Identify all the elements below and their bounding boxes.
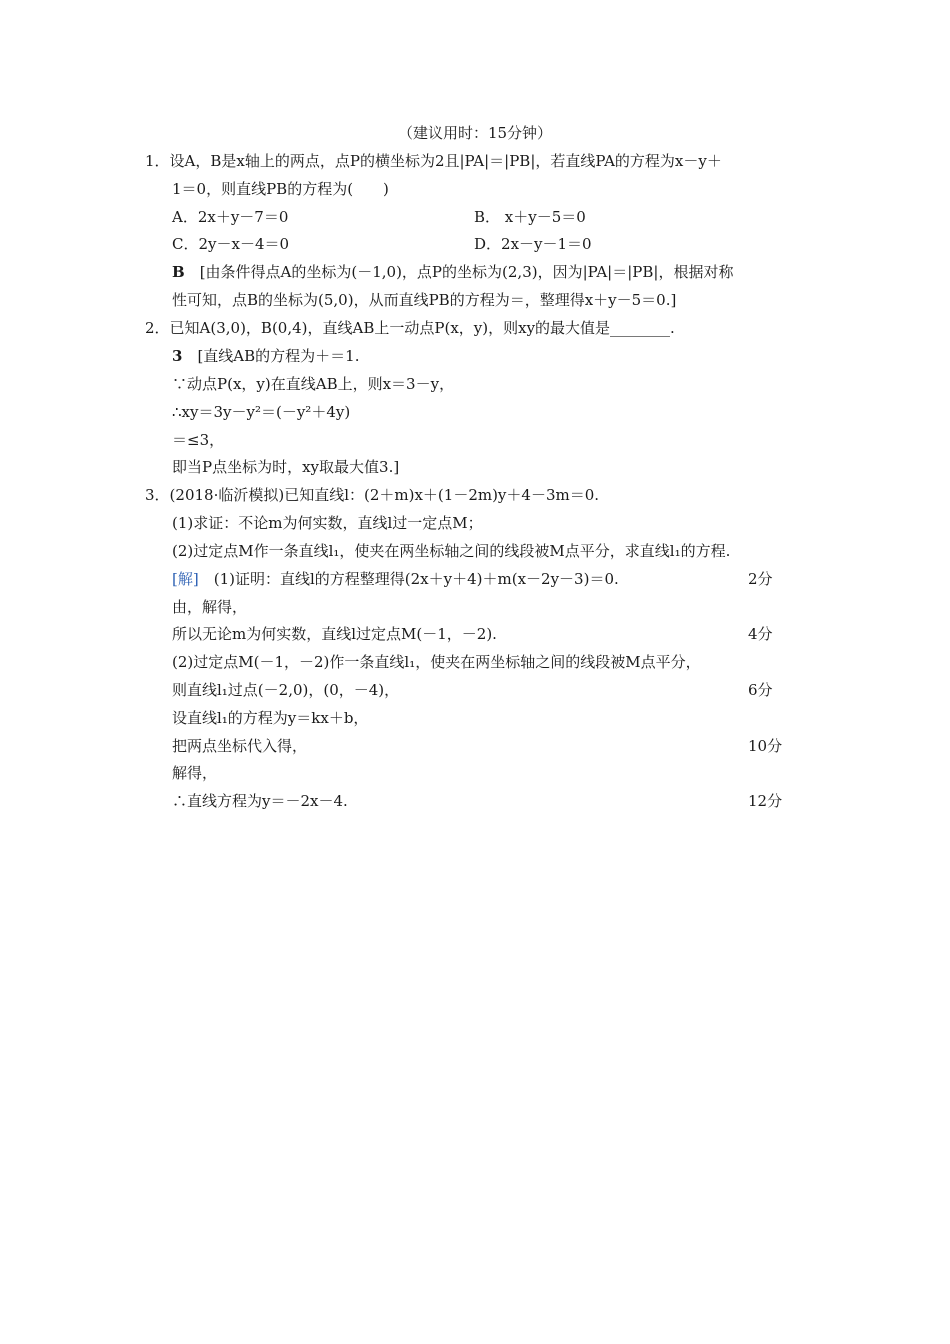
q2-answer-number: 3 xyxy=(172,347,183,365)
time-header: （建议用时：15分钟） xyxy=(397,124,553,142)
q1-stem-line2: 1＝0，则直线PB的方程为( ) xyxy=(172,180,389,198)
q3-stem-line3: (2)过定点M作一条直线l₁，使夹在两坐标轴之间的线段被M点平分，求直线l₁的方程. xyxy=(172,542,731,560)
q2-answer-line2: ∵动点P(x，y)在直线AB上，则x＝3－y， xyxy=(172,375,455,393)
q1-answer-line2: 性可知，点B的坐标为(5,0)，从而直线PB的方程为＝，整理得x＋y－5＝0.] xyxy=(172,291,677,309)
q3-stem-line1: 3．(2018·临沂模拟)已知直线l：(2＋m)x＋(1－2m)y＋4－3m＝0. xyxy=(145,486,600,504)
score-2: 2分 xyxy=(748,570,773,588)
q2-answer-text: [直线AB的方程为＋＝1. xyxy=(182,347,360,365)
q3-solution-line2: 由，解得， xyxy=(172,598,248,616)
q1-answer-letter: B xyxy=(172,263,185,281)
q1-option-a: A．2x＋y－7＝0 xyxy=(172,208,289,226)
q1-stem-line1: 1．设A，B是x轴上的两点，点P的横坐标为2且|PA|＝|PB|，若直线PA的方程为x－y＋ xyxy=(145,152,722,170)
q1-answer-text: [由条件得点A的坐标为(－1,0)，点P的坐标为(2,3)，因为|PA|＝|PB|，根据对称 xyxy=(184,263,734,281)
q3-solution-line6: 设直线l₁的方程为y＝kx＋b， xyxy=(172,709,369,727)
q2-answer-line4: ＝≤3， xyxy=(172,431,225,449)
q3-solution-line9: ∴直线方程为y＝－2x－4. xyxy=(172,792,348,810)
score-4: 4分 xyxy=(748,625,773,643)
q1-option-d: D．2x－y－1＝0 xyxy=(474,235,592,253)
q3-stem-line2: (1)求证：不论m为何实数，直线l过一定点M； xyxy=(172,514,483,532)
q1-option-c: C．2y－x－4＝0 xyxy=(172,235,290,253)
q2-answer-line1 xyxy=(172,345,359,367)
q3-solution-line7: 把两点坐标代入得， xyxy=(172,737,308,755)
q3-solution-line3: 所以无论m为何实数，直线l过定点M(－1，－2). xyxy=(172,625,497,643)
q3-solution-line8: 解得， xyxy=(172,764,218,782)
score-10: 10分 xyxy=(748,737,783,755)
q2-answer-line3: ∴xy＝3y－y²＝(－y²＋4y) xyxy=(172,403,351,421)
q2-answer-line5: 即当P点坐标为时，xy取最大值3.] xyxy=(172,458,400,476)
score-12: 12分 xyxy=(748,792,783,810)
q2-stem-line1: 2．已知A(3,0)，B(0,4)，直线AB上一动点P(x，y)，则xy的最大值是________. xyxy=(145,319,675,337)
q1-answer-line1 xyxy=(172,261,733,283)
score-6: 6分 xyxy=(748,681,773,699)
q3-solution-line5: 则直线l₁过点(－2,0)，(0，－4)， xyxy=(172,681,400,699)
q3-solution-line4: (2)过定点M(－1，－2)作一条直线l₁，使夹在两坐标轴之间的线段被M点平分， xyxy=(172,653,701,671)
q3-solution-text1: (1)证明：直线l的方程整理得(2x＋y＋4)＋m(x－2y－3)＝0. xyxy=(198,570,619,588)
solution-tag: [解] xyxy=(172,570,199,588)
q3-solution-line1 xyxy=(172,568,619,590)
q1-option-b: B． x＋y－5＝0 xyxy=(474,208,586,226)
